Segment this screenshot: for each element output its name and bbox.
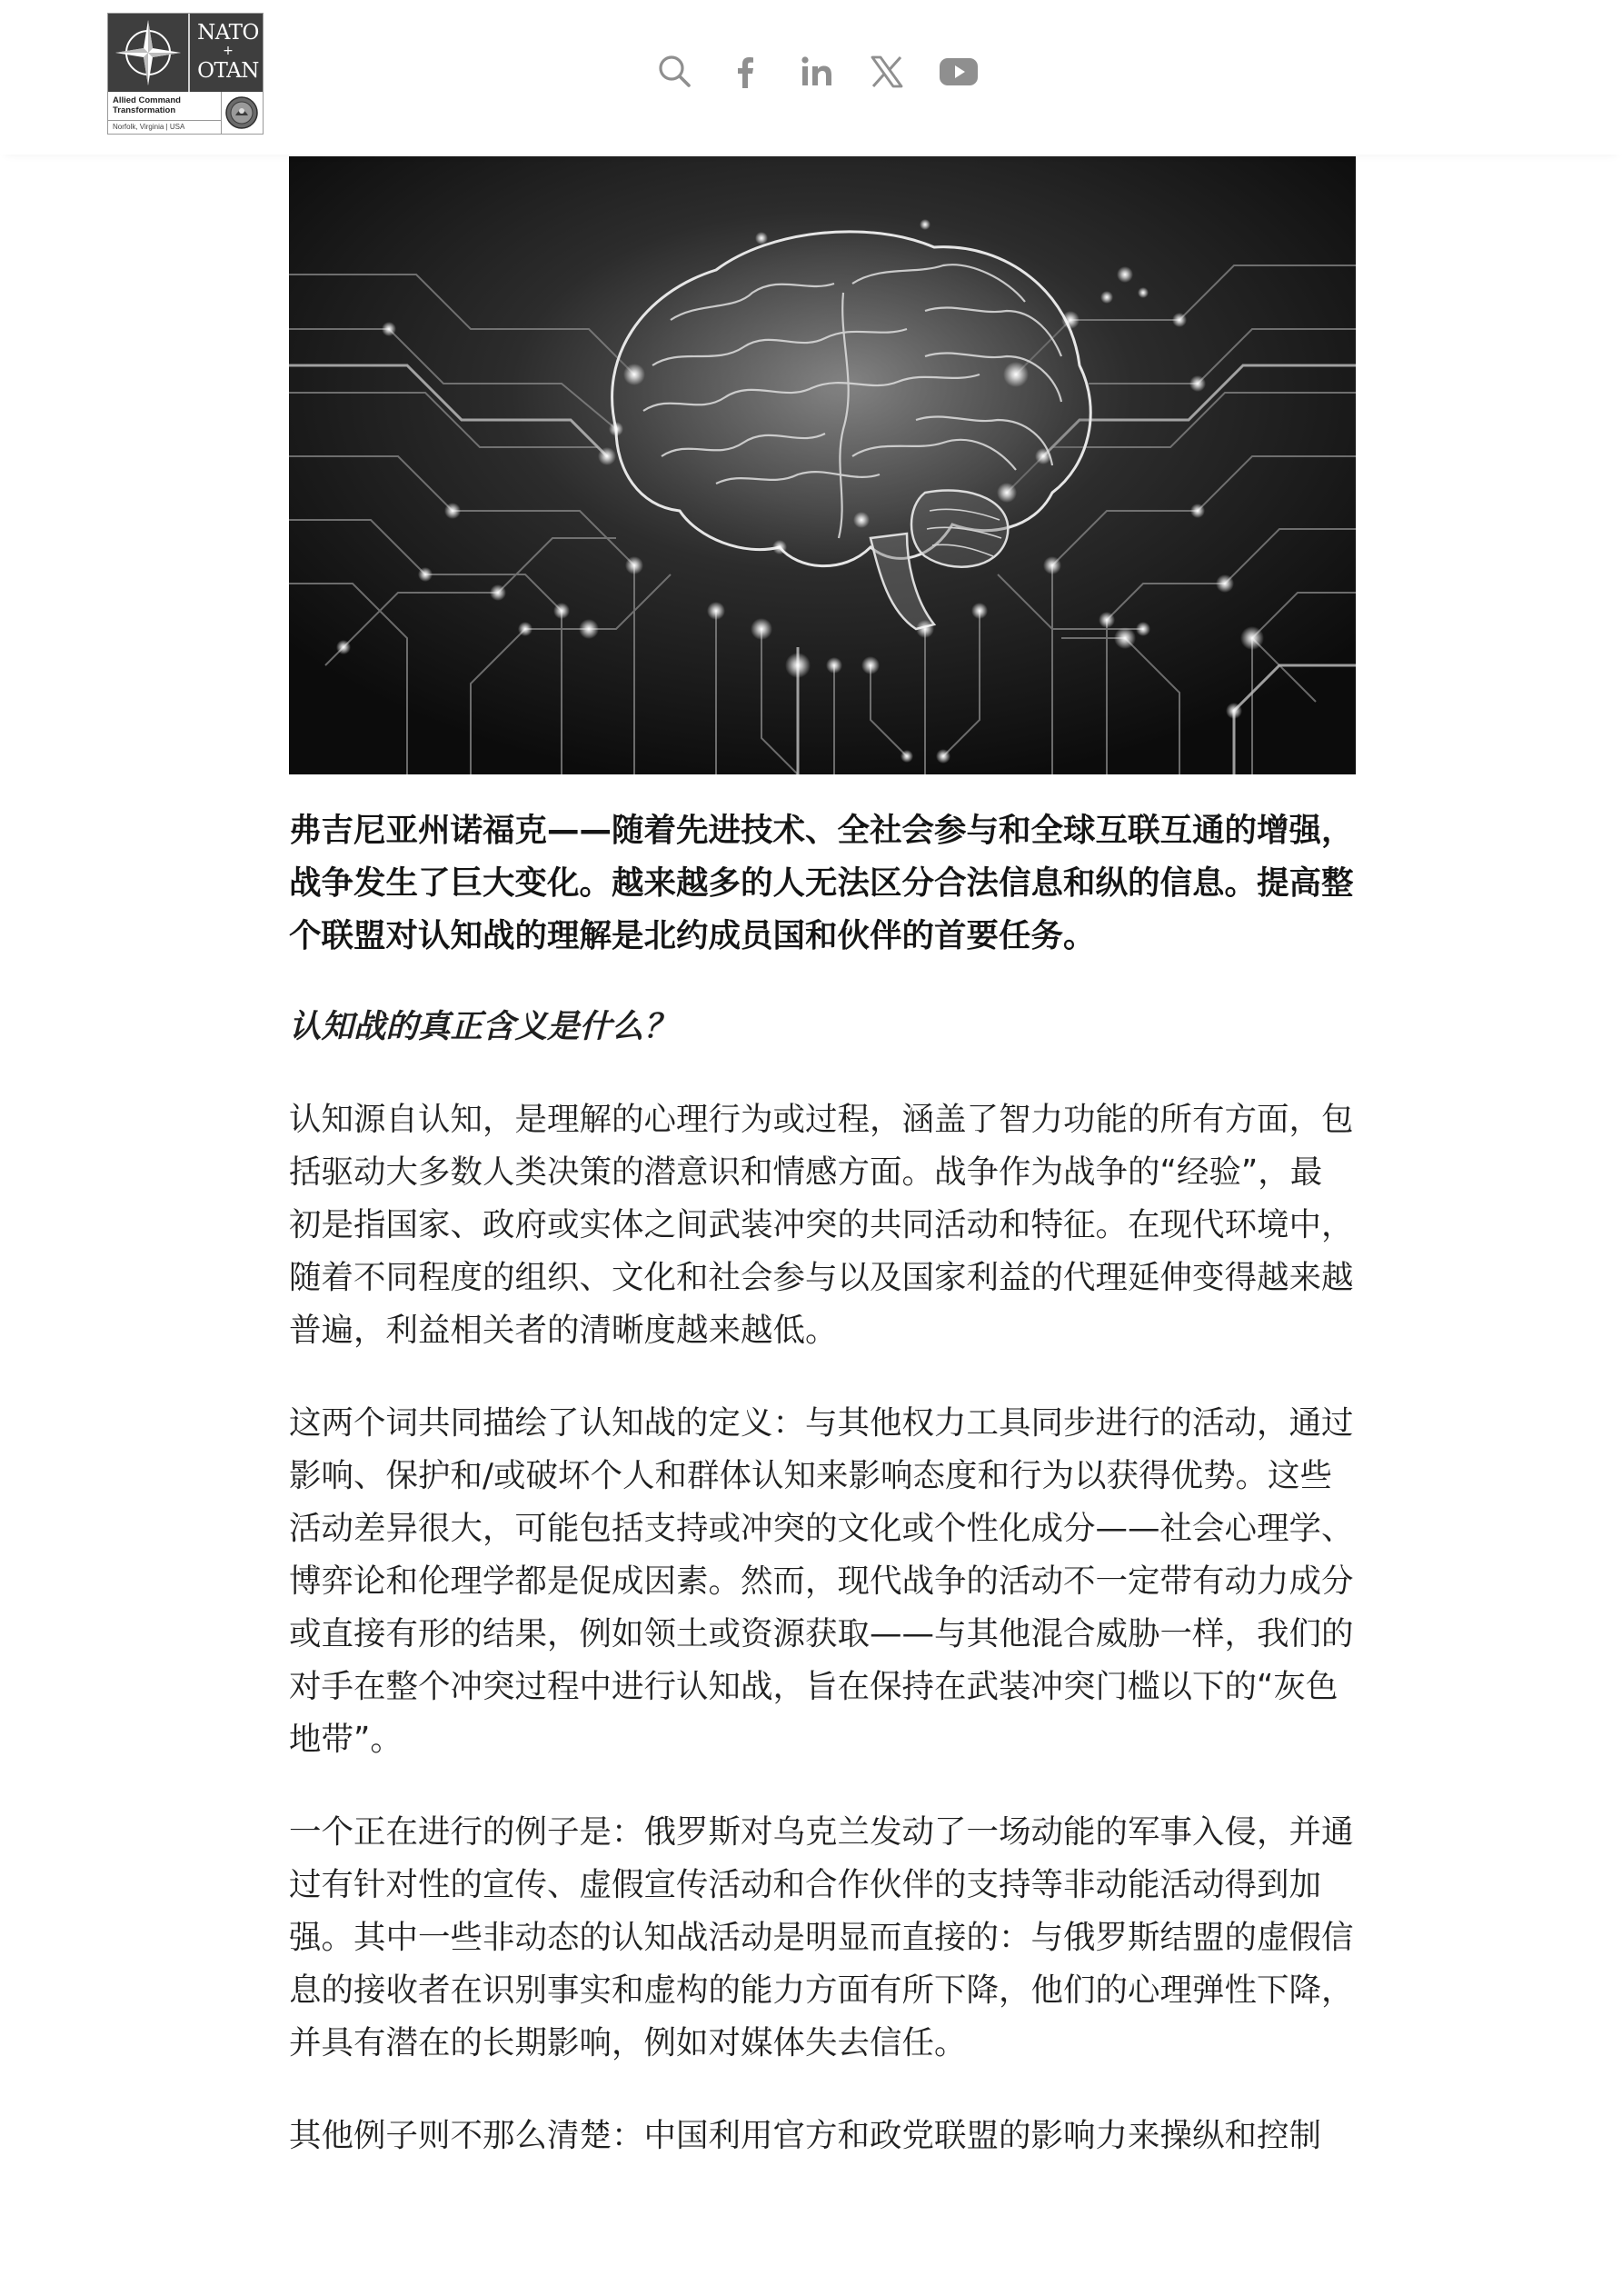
article-lead: 弗吉尼亚州诺福克——随着先进技术、全社会参与和全球互联互通的增强，战争发生了巨大变化。越来越多的人无法区分合法信息和纵的信息。提高整个联盟对认知战的理解是北约成员国和伙伴的首要任务。 [289, 812, 1354, 954]
logo-command-line1: Allied Command [113, 95, 181, 105]
article-paragraph-1: 认知源自认知，是理解的心理行为或过程，涵盖了智力功能的所有方面，包括驱动大多数人类决策的潜意识和情感方面。战争作为战争的“经验”，最初是指国家、政府或实体之间武装冲突的共同活动和特征。在现代环境中，随着不同程度的组织、文化和社会参与以及国家利益的代理延伸变得越来越普遍，利益相关者的清晰度越来越低。 [289, 1101, 1354, 1349]
facebook-icon[interactable] [723, 50, 767, 94]
logo-plus-mark: + [223, 44, 234, 58]
brain-circuit-illustration [289, 156, 1356, 774]
x-icon[interactable] [865, 50, 909, 94]
logo-banner [108, 14, 264, 92]
logo-vrule [221, 92, 222, 135]
logo-command-line2: Transformation [113, 105, 176, 115]
site-header [0, 0, 1622, 155]
article-paragraph-3: 一个正在进行的例子是：俄罗斯对乌克兰发动了一场动能的军事入侵，并通过有针对性的宣传、虚假宣传活动和合作伙伴的支持等非动能活动得到加强。其中一些非动态的认知战活动是明显而直接的：与俄罗斯结盟的虚假信息的接收者在识别事实和虚构的能力方面有所下降，他们的心理弹性下降，并具有潜在的长期影响，例如对媒体失去信任。 [289, 1813, 1354, 2061]
hero-image [289, 156, 1356, 774]
logo-nato-text: NATO [197, 21, 259, 45]
nato-compass-icon [112, 16, 184, 89]
logo-otan-text: OTAN [197, 59, 259, 83]
article-subheading: 认知战的真正含义是什么？ [289, 1008, 677, 1045]
logo-divider [188, 14, 190, 92]
nato-act-logo[interactable] [107, 13, 264, 135]
search-icon[interactable] [653, 50, 697, 94]
logo-command-name [113, 95, 222, 115]
article-paragraph-2: 这两个词共同描绘了认知战的定义：与其他权力工具同步进行的活动，通过影响、保护和/或破坏个人和群体认知来影响态度和行为以获得优势。这些活动差异很大，可能包括支持或冲突的文化或个性化成分——社会心理学、博弈论和伦理学都是促成因素。然而，现代战争的活动不一定带有动力成分或直接有形的结果，例如领土或资源获取——与其他混合威胁一样，我们的对手在整个冲突过程中进行认知战，旨在保持在武装冲突门槛以下的“灰色地带”。 [289, 1404, 1354, 1758]
youtube-icon[interactable] [937, 50, 980, 94]
logo-rule [108, 120, 221, 121]
linkedin-icon[interactable] [795, 50, 839, 94]
article-paragraph-4: 其他例子则不那么清楚：中国利用官方和政党联盟的影响力来操纵和控制 [289, 2117, 1322, 2154]
act-seal-icon [224, 95, 259, 130]
logo-location-text: Norfolk, Virginia | USA [113, 123, 185, 131]
article-body [289, 804, 1354, 2154]
